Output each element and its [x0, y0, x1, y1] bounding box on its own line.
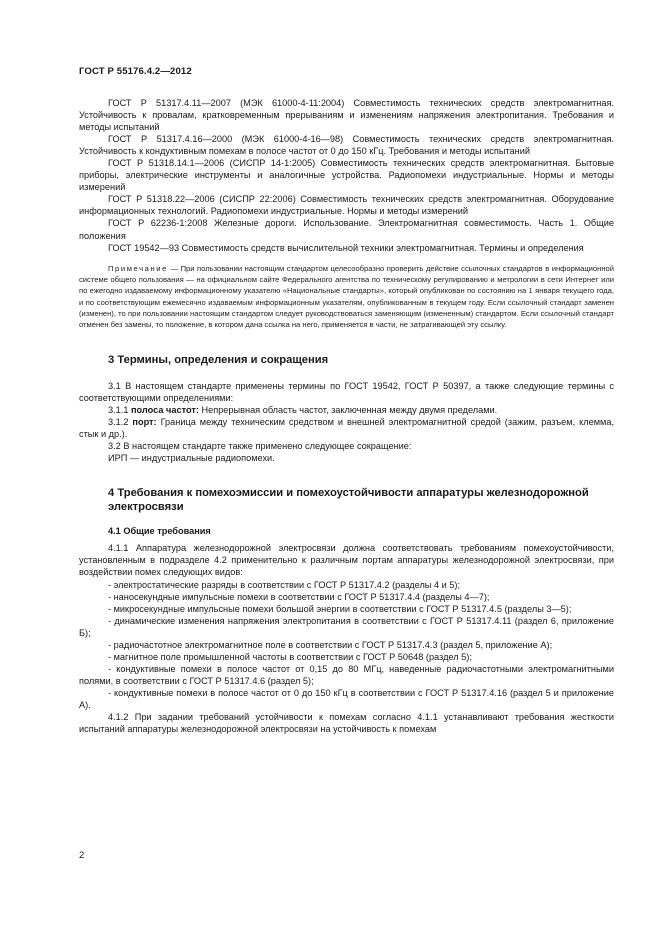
reference-item: ГОСТ Р 51318.14.1—2006 (СИСПР 14-1:2005) Совместимость технических средств электромагнитная. Бытовые приборы, электрические инструменты и аналогичные устройства. Радиопомехи индустриальные. Нормы и методы измерений — [79, 158, 614, 193]
term-definition: Граница между техническим средством и внешней электромагнитной средой (зажим, разъем, клемма, стык и др.). — [79, 416, 614, 439]
reference-item: ГОСТ Р 51317.4.11—2007 (МЭК 61000-4-11:2004) Совместимость технических средств электромагнитная. Устойчивость к провалам, кратковременным прерываниям и изменениям напряжения электропитания. Требования и методы испытаний — [79, 98, 614, 133]
note-label: Примечание — [108, 263, 168, 273]
reference-item: ГОСТ 19542—93 Совместимость средств вычислительной техники электромагнитная. Термины и определения — [108, 242, 584, 253]
reference-item: ГОСТ Р 51317.4.16—2000 (МЭК 61000-4-16—98) Совместимость технических средств электромагнитная. Устойчивость к кондуктивным помехам в полосе частот от 0 до 150 кГц. Требования и методы испытаний — [79, 134, 614, 157]
note-text: — При пользовании настоящим стандартом целесообразно проверить действие ссылочных стандартов в информационной системе общего пользования — на официальном сайте Федерального агентства по техническому регулированию и метрологии в сети Интернет или по ежегодно издаваемому информационному указателю «Национальные стандарты», который опубликован по состоянию на 1 января текущего года, и по соответствующим ежемесячно издаваемым информационным указателям, опубликованным в текущем году. Если ссылочный стандарт заменен (изменен), то при пользовании настоящим стандартом следует руководствоваться заменяющим (измененным) стандартом. Если ссылочный стандарт отменен без замены, то положение, в котором дана ссылка на него, применяется в части, не затрагивающей эту ссылку. — [79, 263, 614, 330]
term-3-1-2 — [79, 416, 614, 440]
paragraph-4-1-1: 4.1.1 Аппаратура железнодорожной электросвязи должна соответствовать требованиям помехоустойчивости, установленным в подразделе 4.2 применительно к различным портам аппаратуры железнодорожной электросвязи, при воздействии помех следующих видов: — [79, 543, 614, 578]
term-number: 3.1.1 — [108, 404, 129, 415]
reference-item: ГОСТ Р 62236-1:2008 Железные дороги. Использование. Электромагнитная совместимость. Часть 1. Общие положения — [79, 218, 614, 241]
list-item: - кондуктивные помехи в полосе частот от 0,15 до 80 МГц, наведенные радиочастотными электромагнитными полями, в соответствии с ГОСТ Р 51317.4.6 (раздел 5); — [79, 663, 614, 686]
list-item: - динамические изменения напряжения электропитания в соответствии с ГОСТ Р 51317.4.11 (раздел 6, приложение Б); — [79, 615, 614, 638]
list-item: - радиочастотное электромагнитное поле в соответствии с ГОСТ Р 51317.4.3 (раздел 5, приложение А); — [108, 639, 553, 650]
page-number: 2 — [79, 850, 85, 861]
abbreviation: ИРП — индустриальные радиопомехи. — [108, 452, 275, 463]
term-name: полоса частот: — [131, 404, 199, 415]
list-item: - магнитное поле промышленной частоты в соответствии с ГОСТ Р 50648 (раздел 5); — [108, 651, 472, 662]
term-number: 3.1.2 — [108, 416, 129, 427]
list-item: - микросекундные импульсные помехи большой энергии в соответствии с ГОСТ Р 51317.4.5 (разделы 3—5); — [108, 603, 572, 614]
section-3-title: 3 Термины, определения и сокращения — [108, 354, 329, 367]
document-header: ГОСТ Р 55176.4.2—2012 — [79, 66, 192, 77]
term-definition: Непрерывная область частот, заключенная между двумя пределами. — [201, 404, 498, 415]
list-item: - кондуктивные помехи в полосе частот от 0 до 150 кГц в соответствии с ГОСТ Р 51317.4.16 (раздел 5 и приложение А). — [79, 687, 614, 710]
term-name: порт: — [132, 416, 157, 427]
paragraph-3-1: 3.1 В настоящем стандарте применены термины по ГОСТ 19542, ГОСТ Р 50397, а также следующие термины с соответствующими определениями: — [79, 380, 614, 403]
list-item: - наносекундные импульсные помехи в соответствии с ГОСТ Р 51317.4.4 (разделы 4—7); — [108, 591, 490, 602]
paragraph-4-1-2: 4.1.2 При задании требований устойчивости к помехам согласно 4.1.1 устанавливают требования жесткости испытаний аппаратуры железнодорожной электросвязи на устойчивость к помехам — [79, 712, 614, 735]
paragraph-3-2: 3.2 В настоящем стандарте также применено следующее сокращение: — [108, 440, 412, 451]
subsection-4-1-title: 4.1 Общие требования — [108, 526, 211, 537]
term-3-1-1 — [79, 404, 614, 416]
page-content — [79, 97, 614, 735]
reference-item: ГОСТ Р 51318.22—2006 (СИСПР 22:2006) Совместимость технических средств электромагнитная. Оборудование информационных технологий. Радиопомехи индустриальные. Нормы и методы измерений — [79, 194, 614, 217]
note-paragraph — [79, 263, 614, 331]
section-4-title: 4 Требования к помехоэмиссии и помехоустойчивости аппаратуры железнодорожной электросвязи — [108, 486, 589, 514]
list-item: - электростатические разряды в соответствии с ГОСТ Р 51317.4.2 (разделы 4 и 5); — [108, 579, 461, 590]
